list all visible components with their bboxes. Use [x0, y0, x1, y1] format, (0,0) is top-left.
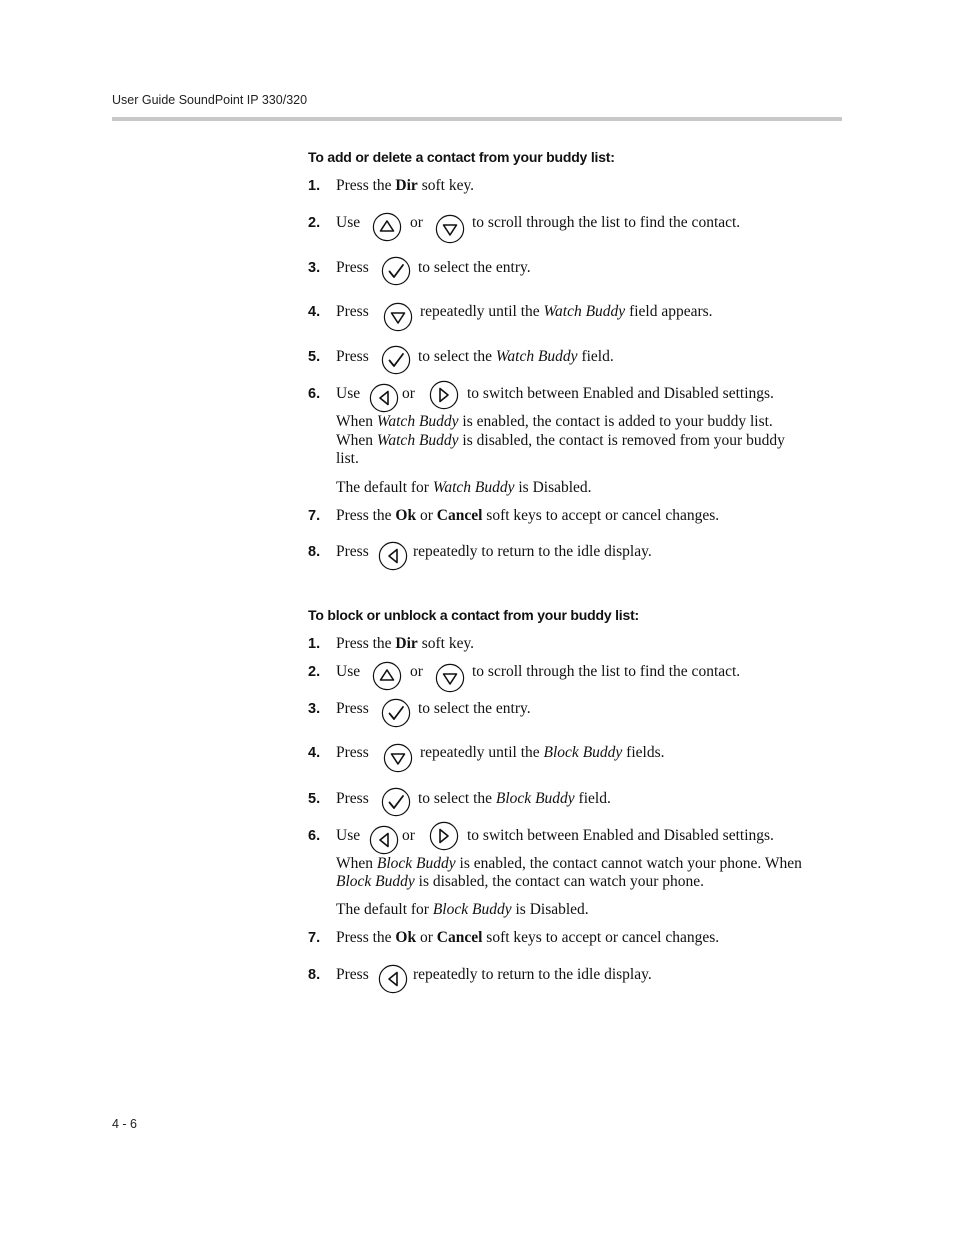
s1-step5-text: to select the Watch Buddy field.: [418, 348, 614, 365]
header-rule: [112, 117, 842, 121]
select-checkmark-key-icon: [381, 787, 411, 817]
down-arrow-key-icon: [435, 214, 465, 244]
left-arrow-key-icon: [378, 541, 408, 571]
s1-note-line3: list.: [336, 450, 359, 467]
s1-step4-number: 4.: [308, 304, 321, 320]
s2-step2-use: Use: [336, 663, 361, 680]
s1-step5-number: 5.: [308, 349, 321, 365]
s1-step8-text: repeatedly to return to the idle display.: [413, 543, 652, 560]
down-arrow-key-icon: [435, 663, 465, 693]
select-checkmark-key-icon: [381, 698, 411, 728]
s2-step2-text: to scroll through the list to find the contact.: [472, 663, 741, 680]
s2-step1-number: 1.: [308, 636, 321, 652]
s2-step5-press: Press: [336, 790, 369, 807]
s2-step2-or: or: [410, 663, 423, 680]
s1-step6-number: 6.: [308, 386, 321, 402]
s1-step7-number: 7.: [308, 508, 321, 524]
s1-step2-text: to scroll through the list to find the contact.: [472, 214, 741, 231]
s2-step6-use: Use: [336, 827, 361, 844]
s2-default-note: The default for Block Buddy is Disabled.: [336, 901, 589, 918]
s2-step5-number: 5.: [308, 791, 321, 807]
s1-step3-number: 3.: [308, 260, 321, 276]
s1-step5-press: Press: [336, 348, 369, 365]
s1-step2-or: or: [410, 214, 423, 231]
right-arrow-key-icon: [429, 821, 459, 851]
s1-note-line2: When Watch Buddy is disabled, the contact is removed from your buddy: [336, 432, 785, 449]
select-checkmark-key-icon: [381, 256, 411, 286]
s1-step8-number: 8.: [308, 544, 321, 560]
s1-step1-number: 1.: [308, 178, 321, 194]
s1-step2-number: 2.: [308, 215, 321, 231]
s2-step7-text: Press the Ok or Cancel soft keys to accept or cancel changes.: [336, 929, 720, 946]
s1-step3-press: Press: [336, 259, 369, 276]
s1-step2-use: Use: [336, 214, 361, 231]
up-arrow-key-icon: [372, 212, 402, 242]
s1-step4-press: Press: [336, 303, 369, 320]
s2-step7-number: 7.: [308, 930, 321, 946]
s1-step6-use: Use: [336, 385, 361, 402]
s2-step6-text: to switch between Enabled and Disabled settings.: [467, 827, 774, 844]
s2-note-line2: Block Buddy is disabled, the contact can watch your phone.: [336, 873, 705, 890]
s2-step4-text: repeatedly until the Block Buddy fields.: [420, 744, 665, 761]
section2-heading: To block or unblock a contact from your buddy list:: [308, 607, 640, 623]
s2-step3-text: to select the entry.: [418, 700, 531, 717]
s1-step3-text: to select the entry.: [418, 259, 531, 276]
s1-default-note: The default for Watch Buddy is Disabled.: [336, 479, 592, 496]
s2-step8-text: repeatedly to return to the idle display.: [413, 966, 652, 983]
s2-step8-number: 8.: [308, 967, 321, 983]
s1-step6-text: to switch between Enabled and Disabled settings.: [467, 385, 774, 402]
s2-step2-number: 2.: [308, 664, 321, 680]
down-arrow-key-icon: [383, 302, 413, 332]
s2-step8-press: Press: [336, 966, 369, 983]
left-arrow-key-icon: [369, 825, 399, 855]
section1-heading: To add or delete a contact from your buddy list:: [308, 149, 615, 165]
s2-step6-number: 6.: [308, 828, 321, 844]
s2-note-line1: When Block Buddy is enabled, the contact cannot watch your phone. When: [336, 855, 802, 872]
up-arrow-key-icon: [372, 661, 402, 691]
s2-step3-press: Press: [336, 700, 369, 717]
s1-step7-text: Press the Ok or Cancel soft keys to accept or cancel changes.: [336, 507, 720, 524]
down-arrow-key-icon: [383, 743, 413, 773]
right-arrow-key-icon: [429, 380, 459, 410]
left-arrow-key-icon: [369, 383, 399, 413]
left-arrow-key-icon: [378, 964, 408, 994]
s2-step6-or: or: [402, 827, 415, 844]
s1-step1-text: Press the Dir soft key.: [336, 177, 475, 194]
select-checkmark-key-icon: [381, 345, 411, 375]
s2-step4-press: Press: [336, 744, 369, 761]
s2-step1-text: Press the Dir soft key.: [336, 635, 475, 652]
s2-step3-number: 3.: [308, 701, 321, 717]
s1-step4-text: repeatedly until the Watch Buddy field appears.: [420, 303, 713, 320]
s1-step8-press: Press: [336, 543, 369, 560]
s1-step6-or: or: [402, 385, 415, 402]
running-header: User Guide SoundPoint IP 330/320: [112, 93, 308, 107]
s1-note-line1: When Watch Buddy is enabled, the contact is added to your buddy list.: [336, 413, 773, 430]
page-number: 4 - 6: [112, 1117, 138, 1131]
s2-step5-text: to select the Block Buddy field.: [418, 790, 611, 807]
s2-step4-number: 4.: [308, 745, 321, 761]
